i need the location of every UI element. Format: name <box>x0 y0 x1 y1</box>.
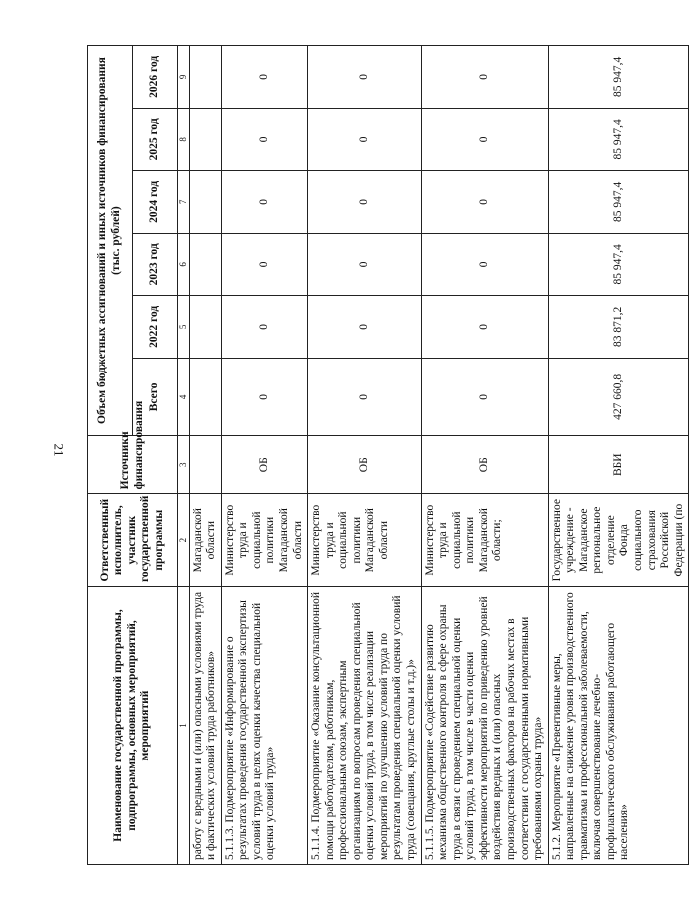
header-year-2024: 2024 год <box>133 171 178 233</box>
row-value: 0 <box>221 233 307 295</box>
row-value: 0 <box>221 171 307 233</box>
table-row <box>221 46 307 865</box>
table-row <box>189 46 221 865</box>
row-value: 85 947,4 <box>548 233 689 295</box>
row-value <box>189 108 221 170</box>
row-value <box>189 46 221 109</box>
row-value: 0 <box>221 358 307 436</box>
column-index: 9 <box>178 46 190 109</box>
header-year-2026: 2026 год <box>133 46 178 109</box>
header-year-2022: 2022 год <box>133 296 178 358</box>
row-value <box>189 233 221 295</box>
row-value: 0 <box>221 46 307 109</box>
row-source: ОБ <box>308 436 422 494</box>
row-value: 85 947,4 <box>548 108 689 170</box>
row-value: 0 <box>221 108 307 170</box>
header-total: Всего <box>133 358 178 436</box>
row-value: 0 <box>308 296 422 358</box>
row-value: 0 <box>308 233 422 295</box>
row-source: ОБ <box>221 436 307 494</box>
row-value <box>189 171 221 233</box>
header-year-2023: 2023 год <box>133 233 178 295</box>
row-responsible: Министерство труда и социальной политики Магаданской области; <box>421 494 548 587</box>
column-index: 8 <box>178 108 190 170</box>
column-index-row <box>178 46 190 865</box>
row-value: 0 <box>421 358 548 436</box>
row-value: 83 871,2 <box>548 296 689 358</box>
row-name: 5.1.2. Мероприятие «Превентивные меры, направленные на снижение уровня производственного травматизма и профессиональной заболеваемости, включая совершенствование лечебно-профилактического обслуживания работающего населения» <box>548 587 689 865</box>
row-value: 85 947,4 <box>548 171 689 233</box>
row-value <box>189 358 221 436</box>
row-value: 0 <box>421 46 548 109</box>
row-source: ОБ <box>421 436 548 494</box>
table-row <box>421 46 548 865</box>
header-volume: Объем бюджетных ассигнований и иных источников финансирования (тыс. рублей) <box>88 46 133 436</box>
row-value: 0 <box>308 358 422 436</box>
column-index: 3 <box>178 436 190 494</box>
row-value: 0 <box>421 171 548 233</box>
row-name: 5.1.1.4. Подмероприятие «Оказание консультационной помощи работодателям, работникам, профессиональным союзам, экспертным организациям по вопросам проведения специальной оценки условий труда, в том числе реализации мероприятий по улучшению условий труда по результатам проведения специальной оценки условий труда (совещания, круглые столы и т.д.)» <box>308 587 422 865</box>
row-name: работу с вредными и (или) опасными условиями труда и фактических условий труда работников» <box>189 587 221 865</box>
column-index: 4 <box>178 358 190 436</box>
row-responsible: Магаданской области <box>189 494 221 587</box>
row-name: 5.1.1.3. Подмероприятие «Информирование о результатах проведения государственной экспертизы условий труда в целях оценки качества специальной оценки условий труда» <box>221 587 307 865</box>
column-index: 6 <box>178 233 190 295</box>
row-value: 0 <box>308 46 422 109</box>
header-name: Наименование государственной программы, подпрограммы, основных мероприятий, мероприятий <box>88 587 178 865</box>
row-responsible: Министерство труда и социальной политики Магаданской области <box>308 494 422 587</box>
row-source: ВБИ <box>548 436 689 494</box>
column-index: 1 <box>178 587 190 865</box>
table-row <box>308 46 422 865</box>
column-index: 5 <box>178 296 190 358</box>
row-value: 0 <box>308 171 422 233</box>
financing-table <box>87 45 689 865</box>
row-value: 85 947,4 <box>548 46 689 109</box>
column-index: 2 <box>178 494 190 587</box>
row-value: 0 <box>421 108 548 170</box>
row-value: 0 <box>421 233 548 295</box>
row-name: 5.1.1.5. Подмероприятие «Содействие развитию механизма общественного контроля в сфере охраны труда в связи с проведением специальной оценки условий труда, в том числе в части оценки эффективности мероприятий по приведению уровней воздействия вредных и (или) опасных производственных факторов на рабочих местах в соответствии с государственными нормативными требованиями охраны труда» <box>421 587 548 865</box>
row-responsible: Министерство труда и социальной политики Магаданской области <box>221 494 307 587</box>
row-value: 427 660,8 <box>548 358 689 436</box>
header-responsible: Ответственный исполнитель, участник государственной программы <box>88 494 178 587</box>
header-source: Источники финансирования <box>88 436 178 494</box>
header-row-1 <box>88 46 133 865</box>
row-value <box>189 296 221 358</box>
column-index: 7 <box>178 171 190 233</box>
row-responsible: Государственное учреждение - Магаданское региональное отделение Фонда социального страхования Российской Федерации (по <box>548 494 689 587</box>
row-value: 0 <box>421 296 548 358</box>
header-year-2025: 2025 год <box>133 108 178 170</box>
page-number: 21 <box>51 443 66 457</box>
rotated-table-container <box>87 45 685 865</box>
row-value: 0 <box>221 296 307 358</box>
row-value: 0 <box>308 108 422 170</box>
table-row <box>548 46 689 865</box>
row-source <box>189 436 221 494</box>
